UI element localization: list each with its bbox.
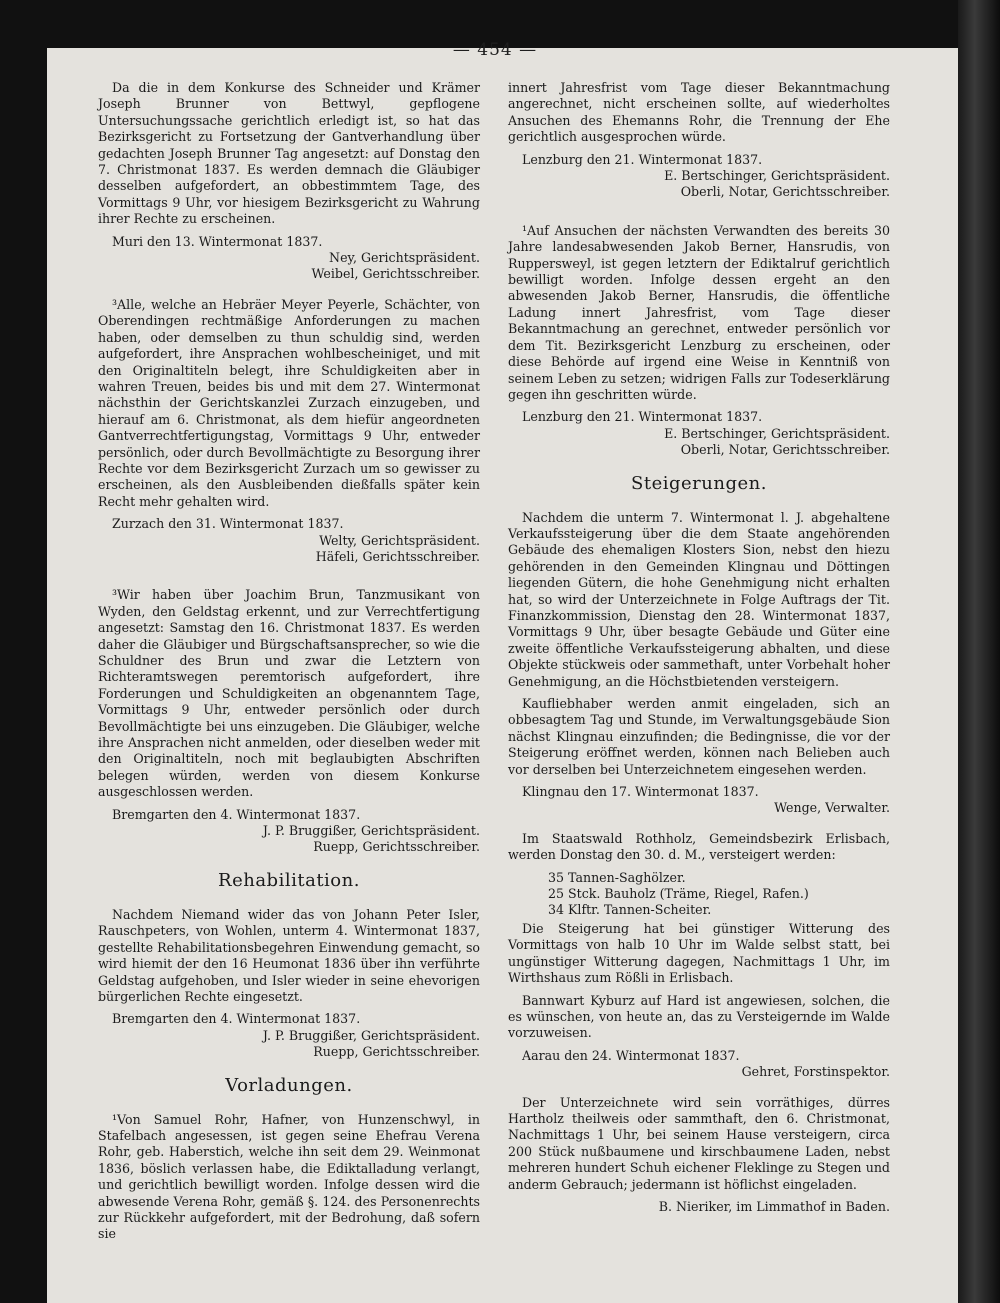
notice-text: innert Jahresfrist vom Tage dieser Bekanntmachung angerechnet, nicht erscheinen sollte, auf wiederholtes Ansuchen des Ehemanns Rohr, die Trennung der Ehe gerichtlich ausgesprochen würde. [508,80,890,145]
notice-isler-rehabilitation [98,907,480,1061]
notice-text: Die Steigerung hat bei günstiger Witterung des Vormittags von halb 10 Uhr im Walde selbst statt, bei ungünstiger Witterung dagegen, Nachmittags 1 Uhr, im Wirthshaus zum Rößli in Erlisbach. [508,920,890,986]
page-number: — 454 — [452,40,538,60]
book-binding-shadow [958,0,1000,1303]
notice-text: ¹Auf Ansuchen der nächsten Verwandten des bereits 30 Jahre landesabwesenden Jakob Berner, Hansrudis, von Ruppersweyl, ist gegen letztern der Ediktalruf gerichtlich bewilligt worden. Infolge dessen ergeht an den abwesenden Jakob Berner, Hansrudis, die öffentliche Ladung innert Jahresfrist, vom Tage dieser Bekanntmachung an gerechnet, entweder persönlich vor dem Tit. Bezirksgericht Lenzburg zu erscheinen, oder diese Behörde auf irgend eine Weise in Kenntniß von seinem Leben zu setzen; widrigen Falls zur Todeserklärung gegen ihn geschritten würde. [508,222,890,402]
signature: Weibel, Gerichtsschreiber. [311,266,480,282]
signature: Wenge, Verwalter. [774,800,890,816]
notice-date: Bremgarten den 4. Wintermonat 1837. [112,806,361,822]
notice-nieriker-holz [508,1095,890,1216]
notice-text: Der Unterzeichnete wird sein vorräthiges, dürres Hartholz theilweis oder sammthaft, den 6. Christmonat, Nachmittags 1 Uhr, bei seinem Hause versteigern, circa 200 Stück nußbaumene und kirschbaumene Laden, nebst mehreren hundert Schuh eichener Fleklinge zu Stegen und anderm Gebrauch; jedermann ist höflichst eingeladen. [508,1094,890,1192]
left-column [98,80,480,1249]
item-list [508,870,890,919]
signature: Gehret, Forstinspektor. [741,1064,890,1080]
signature: Oberli, Notar, Gerichtsschreiber. [680,184,890,200]
signature: E. Bertschinger, Gerichtspräsident. [664,425,890,441]
list-item: 34 Klftr. Tannen-Scheiter. [548,902,712,918]
notice-date: Klingnau den 17. Wintermonat 1837. [522,784,759,800]
signature: Oberli, Notar, Gerichtsschreiber. [680,442,890,458]
notice-rohr-continued [508,80,890,201]
notice-date: Lenzburg den 21. Wintermonat 1837. [522,409,763,425]
signature: E. Bertschinger, Gerichtspräsident. [664,168,890,184]
section-heading-vorladungen: Vorladungen. [225,1074,353,1096]
notice-text: Nachdem Niemand wider das von Johann Peter Isler, Rauschpeters, von Wohlen, unterm 4. Wintermonat 1837, gestellte Rehabilitationsbegehren Einwendung gemacht, so wird hiemit der den 16 Heumonat 1836 über ihn verführte Geldstag aufgehoben, und Isler wieder in seine ehevorigen bürgerlichen Rechte eingesetzt. [98,906,480,1004]
signature: Ney, Gerichtspräsident. [329,250,480,266]
notice-staatswald-rothholz [508,831,890,1081]
notice-meyer-peyerle [98,297,480,566]
right-column [508,80,890,1215]
section-heading-steigerungen: Steigerungen. [631,472,767,494]
notice-date: Aarau den 24. Wintermonat 1837. [522,1047,740,1063]
notice-konkurs-brunner [98,80,480,283]
notice-date: Zurzach den 31. Wintermonat 1837. [112,516,344,532]
signature: J. P. Bruggißer, Gerichtspräsident. [262,823,480,839]
notice-date: Lenzburg den 21. Wintermonat 1837. [522,151,763,167]
notice-text: ¹Von Samuel Rohr, Hafner, von Hunzenschwyl, in Stafelbach angesessen, ist gegen seine Ehefrau Verena Rohr, geb. Haberstich, welche ihn seit dem 29. Weinmonat 1836, böslich verlassen habe, die Ediktalladung verlangt, und gerichtlich bewilligt worden. Infolge dessen wird die abwesende Verena Rohr, gemäß §. 124. des Personenrechts zur Rückkehr aufgefordert, mit der Bedrohung, daß sofern sie [98,1111,480,1242]
signature: Ruepp, Gerichtsschreiber. [313,1044,480,1060]
notice-rohr-ediktalladung [98,1112,480,1243]
list-item: 25 Stck. Bauholz (Träme, Riegel, Rafen.) [548,886,809,902]
signature: B. Nieriker, im Limmathof in Baden. [658,1198,890,1214]
notice-text: Im Staatswald Rothholz, Gemeindsbezirk Erlisbach, werden Donstag den 30. d. M., versteigert werden: [508,830,890,863]
section-heading-rehabilitation: Rehabilitation. [218,869,360,891]
signature: Ruepp, Gerichtsschreiber. [313,839,480,855]
signature: Häfeli, Gerichtsschreiber. [315,548,480,564]
notice-text: Kaufliebhaber werden anmit eingeladen, sich an obbesagtem Tag und Stunde, im Verwaltungsgebäude Sion nächst Klingnau einzufinden; die Bedingnisse, die vor der Steigerung eröffnet werden, können nach Belieben auch vor derselben bei Unterzeichnetem eingesehen werden. [508,696,890,777]
notice-text: ³Wir haben über Joachim Brun, Tanzmusikant von Wyden, den Geldstag erkennt, und zur Verrechtfertigung angesetzt: Samstag den 16. Christmonat 1837. Es werden daher die Gläubiger und Bürgschaftsansprecher, so wie die Schuldner des Brun und zwar die Letztern von Richteramtswegen peremtorisch aufgefordert, ihre Forderungen und Schuldigkeiten an obgenanntem Tage, Vormittags 9 Uhr, entweder persönlich oder durch Bevollmächtigte bei uns einzugeben. Die Gläubiger, welche ihre Ansprachen nicht anmelden, oder dieselben weder mit den Originaltiteln, noch mit beglaubigten Abschriften belegen würden, werden von diesem Konkurse ausgeschlossen werden. [98,587,480,800]
notice-jakob-berner [508,223,890,459]
notice-joachim-brun [98,587,480,856]
notice-text: ³Alle, welche an Hebräer Meyer Peyerle, Schächter, von Oberendingen rechtmäßige Anforderungen zu machen haben, oder demselben zu thun schuldig sind, werden aufgefordert, ihre Ansprachen wohlbescheiniget, und mit den Originaltiteln belegt, ihre Schuldigkeiten aber in wahren Treuen, beides bis und mit dem 27. Wintermonat nächsthin der Gerichtskanzlei Zurzach einzugeben, und hierauf am 6. Christmonat, als dem hiefür angeordneten Gantverrechtfertigungstag, Vormittags 9 Uhr, entweder persönlich, oder durch Bevollmächtigte zu Besorgung ihrer Rechte vor dem Bezirksgericht Zurzach um so gewisser zu erscheinen, als den Ausbleibenden dießfalls später kein Recht mehr gehalten wird. [98,296,480,509]
notice-date: Muri den 13. Wintermonat 1837. [112,233,323,249]
notice-text: Nachdem die unterm 7. Wintermonat l. J. abgehaltene Verkaufssteigerung über die dem Staate angehörenden Gebäude des ehemaligen Klosters Sion, nebst den hiezu gehörenden in den Gemeinden Klingnau und Döttingen liegenden Gütern, die hohe Genehmigung nicht erhalten hat, so wird der Unterzeichnete in Folge Auftrags der Tit. Finanzkommission, Dienstag den 28. Wintermonat 1837, Vormittags 9 Uhr, über besagte Gebäude und Güter eine zweite öffentliche Verkaufssteigerung abhalten, und diese Objekte stückweis oder sammethaft, unter Vorbehalt hoher Genehmigung, an die Höchstbietenden versteigern. [508,509,890,689]
notice-text: Bannwart Kyburz auf Hard ist angewiesen, solchen, die es wünschen, von heute an, das zu Versteigernde im Walde vorzuweisen. [508,992,890,1041]
notice-kloster-sion [508,510,890,817]
list-item: 35 Tannen-Saghölzer. [548,869,686,885]
notice-text: Da die in dem Konkurse des Schneider und Krämer Joseph Brunner von Bettwyl, gepflogene Untersuchungssache gerichtlich erledigt ist, so hat das Bezirksgericht zu Fortsetzung der Gantverhandlung über gedachten Joseph Brunner Tag angesetzt: auf Donstag den 7. Christmonat 1837. Es werden demnach die Gläubiger desselben aufgefordert, an obbestimmtem Tage, des Vormittags 9 Uhr, vor hiesigem Bezirksgericht zu Wahrung ihrer Rechte zu erscheinen. [98,80,480,227]
notice-date: Bremgarten den 4. Wintermonat 1837. [112,1011,361,1027]
signature: J. P. Bruggißer, Gerichtspräsident. [262,1027,480,1043]
signature: Welty, Gerichtspräsident. [319,532,480,548]
